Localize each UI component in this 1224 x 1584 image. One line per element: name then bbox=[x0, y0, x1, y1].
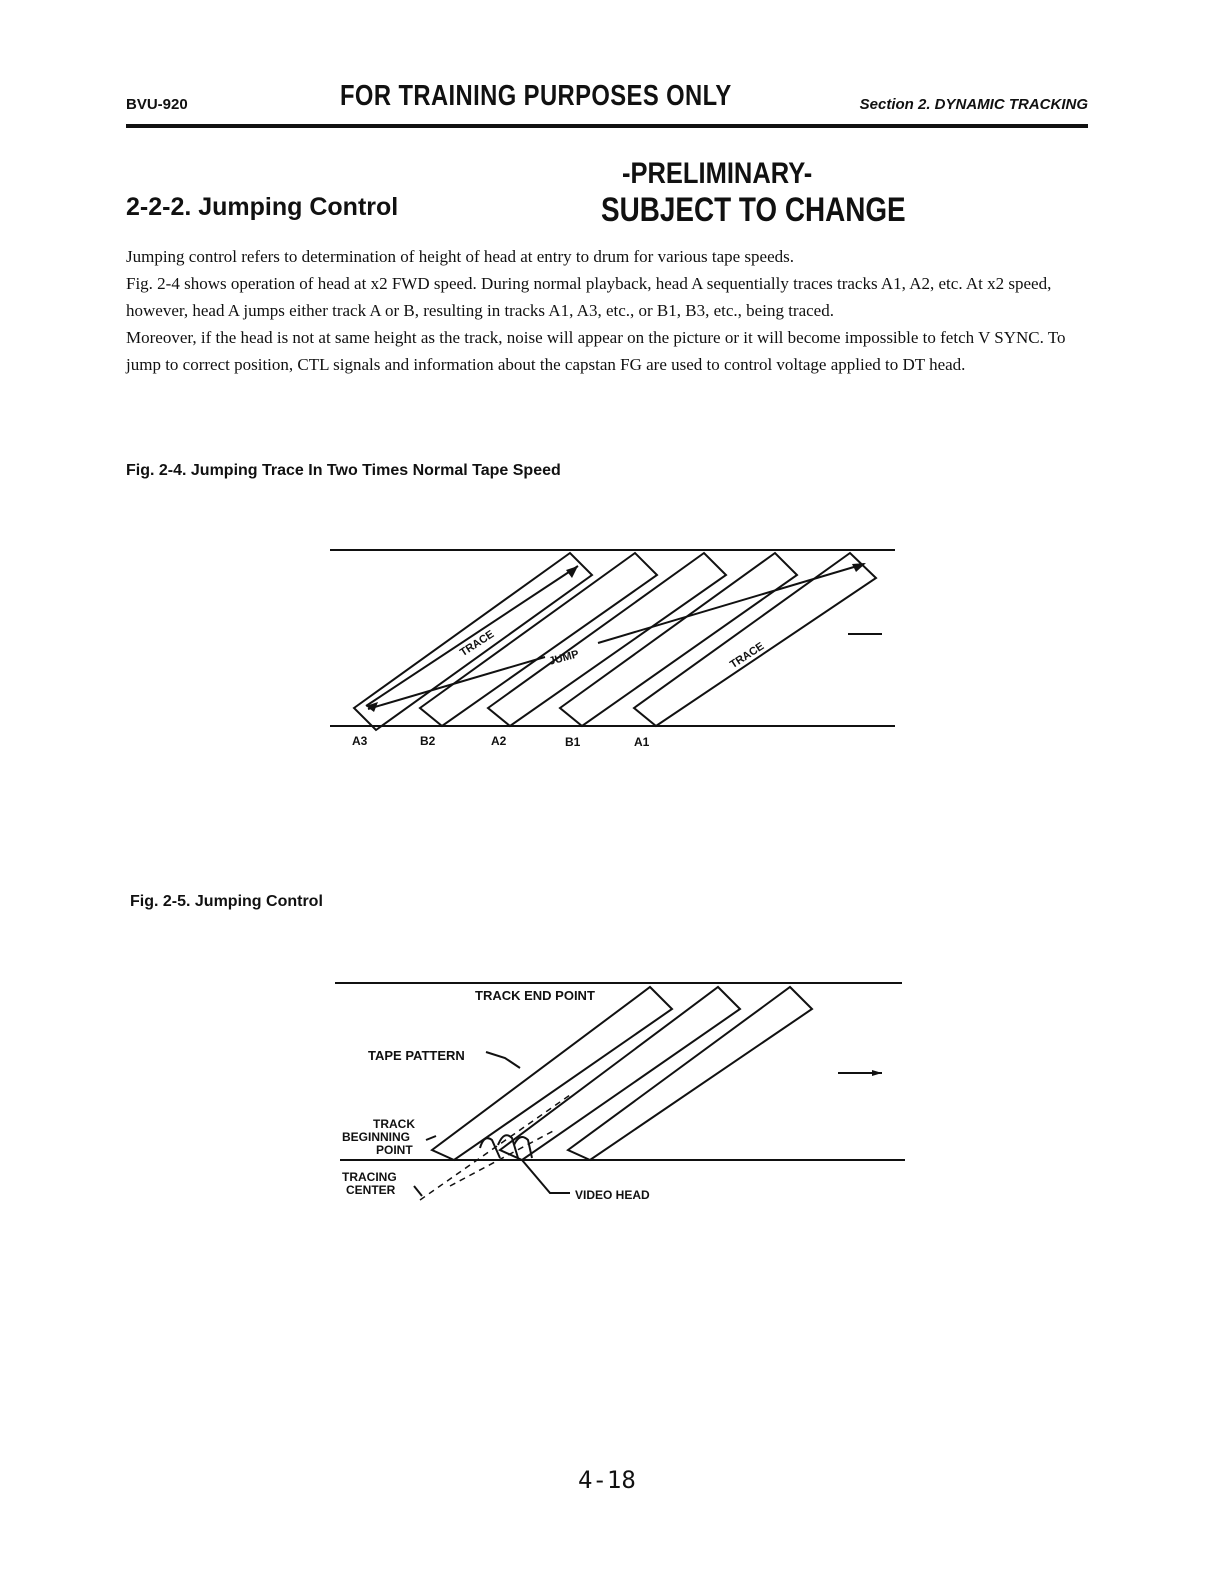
header-rule bbox=[126, 124, 1088, 128]
track-begin-label: BEGINNING bbox=[342, 1130, 411, 1144]
arrowhead bbox=[852, 563, 866, 572]
figure-2-5-caption: Fig. 2-5. Jumping Control bbox=[130, 893, 323, 910]
track-stripe bbox=[420, 553, 657, 726]
track-begin-label: TRACK bbox=[373, 1117, 415, 1131]
tracing-center-line bbox=[450, 1130, 555, 1186]
video-head-shape bbox=[498, 1135, 518, 1158]
tape-pattern-label: TAPE PATTERN bbox=[368, 1048, 465, 1063]
track-stripe bbox=[432, 987, 672, 1160]
jump-line-right bbox=[598, 564, 864, 643]
track-stripe bbox=[568, 987, 812, 1160]
body-text bbox=[126, 243, 1088, 378]
tape-pattern-leader bbox=[486, 1052, 520, 1068]
document-model: BVU-920 bbox=[126, 96, 188, 113]
paragraph: Moreover, if the head is not at same height as the track, noise will appear on the picture or it will become impossible to fetch V SYNC. To jump to correct position, CTL signals and information about the capstan FG are used to control voltage applied to DT head. bbox=[126, 328, 1066, 374]
jump-label: JUMP bbox=[547, 648, 581, 668]
track-end-label: TRACK END POINT bbox=[475, 988, 595, 1003]
track-stripe bbox=[500, 987, 740, 1160]
track-stripe bbox=[560, 553, 797, 726]
arrowhead bbox=[566, 566, 578, 578]
preliminary-stamp: -PRELIMINARY- bbox=[622, 157, 813, 190]
video-head-shape bbox=[514, 1137, 532, 1158]
track-label: A1 bbox=[634, 735, 650, 749]
jump-line-left bbox=[368, 657, 545, 709]
video-head-label: VIDEO HEAD bbox=[575, 1188, 650, 1202]
subject-to-change-stamp: SUBJECT TO CHANGE bbox=[601, 191, 906, 229]
track-begin-label: POINT bbox=[376, 1143, 413, 1157]
training-banner: FOR TRAINING PURPOSES ONLY bbox=[340, 80, 732, 112]
video-head-shape bbox=[480, 1138, 500, 1158]
track-label: A3 bbox=[352, 734, 368, 748]
tracing-center-leader bbox=[414, 1186, 422, 1196]
video-head-leader bbox=[522, 1160, 570, 1193]
trace-label-right: TRACE bbox=[727, 640, 767, 672]
trace-arrow-left bbox=[366, 566, 578, 706]
track-stripe bbox=[354, 553, 592, 730]
trace-label-left: TRACE bbox=[457, 628, 497, 660]
tracing-center-line bbox=[420, 1095, 570, 1200]
tracing-center-label: CENTER bbox=[346, 1183, 396, 1197]
paragraph: Fig. 2-4 shows operation of head at x2 FWD speed. During normal playback, head A sequentially traces tracks A1, A2, etc. At x2 speed, however, head A jumps either track A or B, resulting in tracks A1, A3, etc., or B1, B3, etc., being traced. bbox=[126, 274, 1052, 320]
arrowhead bbox=[366, 702, 378, 712]
track-stripe bbox=[488, 553, 726, 726]
paragraph: Jumping control refers to determination of height of head at entry to drum for various tape speeds. bbox=[126, 247, 795, 266]
page-number: 4-18 bbox=[578, 1466, 636, 1494]
arrowhead bbox=[872, 1070, 882, 1076]
track-begin-leader bbox=[426, 1136, 436, 1140]
section-heading: 2-2-2. Jumping Control bbox=[126, 193, 399, 221]
figure-2-4-caption: Fig. 2-4. Jumping Trace In Two Times Normal Tape Speed bbox=[126, 462, 561, 479]
track-label: A2 bbox=[491, 734, 507, 748]
tracing-center-label: TRACING bbox=[342, 1170, 397, 1184]
track-label: B1 bbox=[565, 735, 581, 749]
section-title: Section 2. DYNAMIC TRACKING bbox=[859, 96, 1088, 113]
track-stripe bbox=[634, 553, 876, 726]
track-label: B2 bbox=[420, 734, 436, 748]
